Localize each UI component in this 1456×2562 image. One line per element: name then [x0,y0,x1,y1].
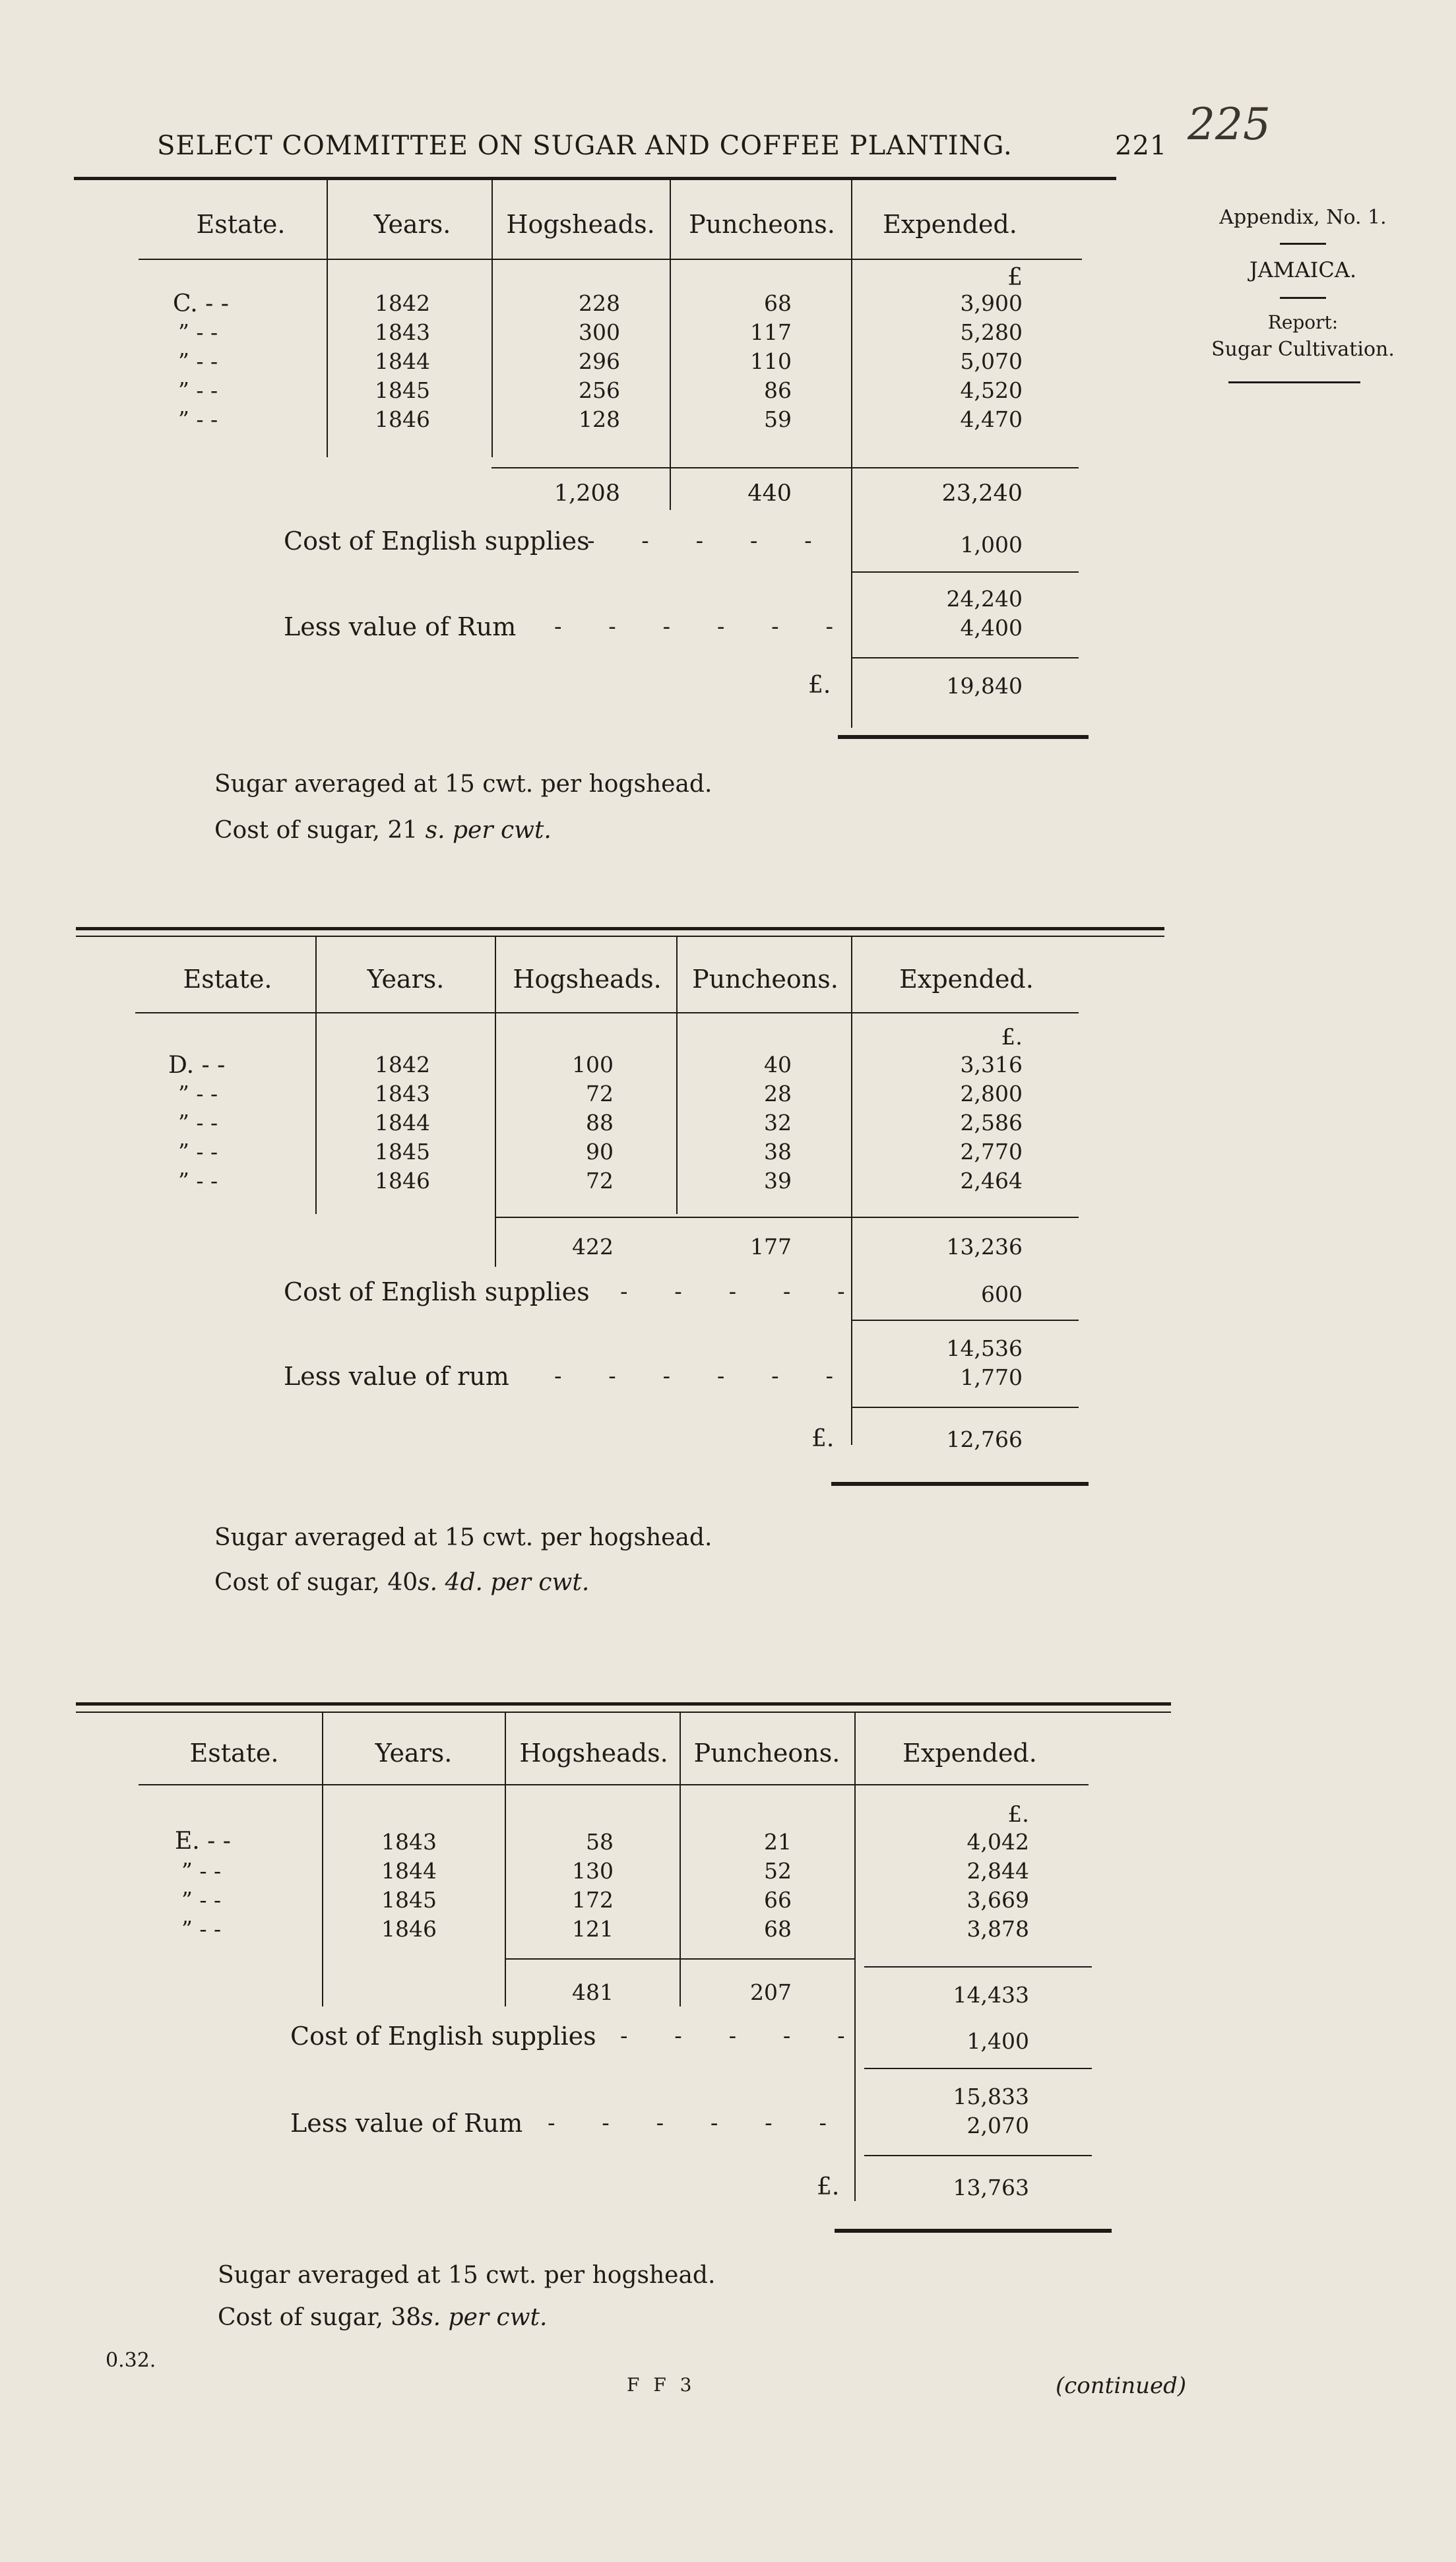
note-sugar-cost [218,2304,547,2331]
page-title: SELECT COMMITTEE ON SUGAR AND COFFEE PLANTING. [157,131,1013,161]
leader-dashes: - - - - - [620,2023,865,2049]
column-header-puncheons: Puncheons. [689,210,835,239]
net-value: 13,763 [953,2175,1029,2200]
expended-cell: 2,586 [960,1110,1023,1136]
estate-cell: ” - - [178,1168,218,1194]
column-header-years: Years. [367,965,445,994]
note-cost-prefix: Cost of sugar, 38 [218,2304,422,2331]
column-divider [670,180,671,510]
hogsheads-cell: 100 [572,1052,614,1077]
total-puncheons: 440 [747,480,792,507]
column-header-puncheons: Puncheons. [692,965,839,994]
column-header-estate: Estate. [183,965,272,994]
net-double-rule [831,1482,1089,1486]
expended-cell: 4,520 [960,377,1023,403]
column-header-hogsheads: Hogsheads. [513,965,662,994]
pound-sign: £. [817,2173,840,2200]
expended-cell: 2,770 [960,1139,1023,1165]
leader-dashes: - - - - - [587,528,832,554]
sidebar-region: JAMAICA. [1249,257,1357,282]
rum-value: 2,070 [966,2113,1029,2138]
expended-cell: 5,280 [960,319,1023,345]
sidebar-rule [1280,243,1326,245]
hogsheads-cell: 58 [586,1829,614,1855]
rum-label: Less value of Rum [284,612,517,641]
pound-sign: £. [808,672,831,699]
puncheons-cell: 117 [750,319,792,345]
table-top-rule [76,1702,1171,1706]
column-divider [505,1713,506,2006]
estate-cell: ” - - [178,319,218,345]
puncheons-cell: 110 [750,348,792,374]
subtotal-value: 14,536 [946,1335,1023,1361]
rum-label: Less value of rum [284,1362,509,1391]
supplies-value: 1,400 [966,2028,1029,2054]
puncheons-cell: 28 [764,1081,792,1106]
currency-symbol: £ [1007,264,1023,291]
sidebar-appendix: Appendix, No. 1. [1219,206,1387,229]
header-rule [135,1012,1079,1013]
total-expended: 23,240 [941,480,1023,507]
hogsheads-cell: 130 [572,1858,614,1884]
column-header-expended: Expended. [899,965,1034,994]
rum-label: Less value of Rum [290,2109,523,2138]
year-cell: 1845 [381,1887,437,1913]
header-rule [139,1784,1089,1785]
total-puncheons: 177 [750,1234,792,1260]
note-cost-suffix: s. per cwt. [421,2304,548,2331]
expended-cell: 2,800 [960,1081,1023,1106]
leader-dashes: - - - - - [620,1279,865,1305]
header-rule [139,259,1082,260]
column-header-hogsheads: Hogsheads. [519,1739,668,1768]
sidebar-report: Report: [1267,311,1339,333]
expended-cell: 3,316 [960,1052,1023,1077]
year-cell: 1845 [375,377,430,403]
puncheons-cell: 39 [764,1168,792,1194]
table-top-rule [76,936,1164,937]
year-cell: 1843 [381,1829,437,1855]
rum-value: 4,400 [960,615,1023,641]
total-puncheons: 207 [750,1979,792,2005]
total-rule [505,1958,854,1960]
net-value: 19,840 [946,673,1023,699]
year-cell: 1843 [375,1081,430,1106]
subtotal-rule [851,571,1079,573]
note-sugar-average: Sugar averaged at 15 cwt. per hogshead. [214,771,712,798]
hogsheads-cell: 228 [579,290,620,316]
table-top-rule [76,927,1164,930]
note-cost-prefix: Cost of sugar, 40 [214,1569,418,1596]
puncheons-cell: 86 [764,377,792,403]
continued-note: (continued) [1056,2373,1187,2399]
note-cost-prefix: Cost of sugar, 21 [214,817,418,844]
year-cell: 1844 [381,1858,437,1884]
note-sugar-average: Sugar averaged at 15 cwt. per hogshead. [214,1524,712,1551]
column-header-expended: Expended. [883,210,1017,239]
estate-cell: ” - - [178,348,218,374]
hogsheads-cell: 128 [579,406,620,432]
puncheons-cell: 68 [764,290,792,316]
currency-symbol: £. [1001,1024,1023,1050]
estate-cell: ” - - [178,1139,218,1165]
expended-cell: 4,470 [960,406,1023,432]
note-sugar-average: Sugar averaged at 15 cwt. per hogshead. [218,2262,716,2289]
supplies-label: Cost of English supplies [284,527,590,556]
sidebar-rule [1280,297,1326,299]
column-divider [851,180,852,728]
year-cell: 1846 [375,1168,430,1194]
total-hogsheads: 422 [572,1234,614,1260]
column-divider [680,1713,681,2006]
year-cell: 1842 [375,1052,430,1077]
estate-cell: D. - - [168,1052,226,1079]
total-rule [491,467,1079,468]
net-double-rule [838,735,1089,739]
puncheons-cell: 21 [764,1829,792,1855]
year-cell: 1843 [375,319,430,345]
pound-sign: £. [811,1425,835,1452]
estate-cell: ” - - [178,406,218,432]
subtotal-rule [851,1320,1079,1321]
leader-dashes: - - - - - - [554,1363,853,1390]
note-cost-suffix: s. per cwt. [418,817,552,844]
page-number: 221 [1115,131,1168,161]
hogsheads-cell: 300 [579,319,620,345]
expended-cell: 3,669 [966,1887,1029,1913]
subtotal-rule [864,2068,1092,2069]
estate-cell: C. - - [173,290,229,317]
column-header-estate: Estate. [196,210,286,239]
supplies-label: Cost of English supplies [284,1277,590,1306]
subtotal-value: 24,240 [946,586,1023,612]
hogsheads-cell: 256 [579,377,620,403]
table-top-rule [74,177,1116,180]
leader-dashes: - - - - - - [548,2110,846,2136]
expended-cell: 2,464 [960,1168,1023,1194]
puncheons-cell: 40 [764,1052,792,1077]
puncheons-cell: 32 [764,1110,792,1136]
year-cell: 1845 [375,1139,430,1165]
rum-value: 1,770 [960,1364,1023,1390]
expended-cell: 5,070 [960,348,1023,374]
handwritten-number: 225 [1187,99,1271,150]
puncheons-cell: 66 [764,1887,792,1913]
column-divider [327,180,328,457]
subtotal-value: 15,833 [953,2084,1029,2109]
hogsheads-cell: 296 [579,348,620,374]
estate-cell: ” - - [178,1110,218,1136]
net-double-rule [835,2229,1112,2233]
estate-cell: ” - - [178,1081,218,1106]
estate-cell: ” - - [181,1858,222,1884]
sidebar-subject: Sugar Cultivation. [1211,338,1395,361]
year-cell: 1846 [375,406,430,432]
hogsheads-cell: 121 [572,1916,614,1942]
currency-symbol: £. [1007,1801,1029,1828]
year-cell: 1844 [375,1110,430,1136]
puncheons-cell: 59 [764,406,792,432]
total-expended: 13,236 [946,1234,1023,1260]
supplies-label: Cost of English supplies [290,2022,596,2051]
column-header-hogsheads: Hogsheads. [506,210,655,239]
column-header-years: Years. [373,210,451,239]
net-rule [864,2155,1092,2156]
hogsheads-cell: 172 [572,1887,614,1913]
expended-cell: 2,844 [966,1858,1029,1884]
column-header-estate: Estate. [189,1739,279,1768]
column-divider [676,937,678,1214]
hogsheads-cell: 72 [586,1081,614,1106]
expended-cell: 4,042 [966,1829,1029,1855]
column-divider [854,1713,856,2201]
column-divider [491,180,493,457]
leader-dashes: - - - - - - [554,614,853,640]
puncheons-cell: 38 [764,1139,792,1165]
total-hogsheads: 481 [572,1979,614,2005]
total-hogsheads: 1,208 [554,480,620,507]
year-cell: 1844 [375,348,430,374]
column-header-puncheons: Puncheons. [693,1739,840,1768]
year-cell: 1846 [381,1916,437,1942]
estate-cell: ” - - [181,1916,222,1942]
table-top-rule [76,1712,1171,1713]
footer-left-mark: 0.32. [106,2349,156,2372]
note-sugar-cost [214,1569,589,1596]
hogsheads-cell: 90 [586,1139,614,1165]
supplies-value: 1,000 [960,532,1023,558]
total-expended: 14,433 [953,1982,1029,2008]
sidebar-rule [1228,381,1360,383]
estate-cell: ” - - [178,377,218,403]
hogsheads-cell: 72 [586,1168,614,1194]
estate-cell: ” - - [181,1887,222,1913]
expended-cell: 3,878 [966,1916,1029,1942]
total-rule [495,1217,1079,1218]
estate-cell: E. - - [175,1828,231,1855]
expended-cell: 3,900 [960,290,1023,316]
year-cell: 1842 [375,290,430,316]
net-rule [851,1407,1079,1408]
note-cost-suffix: s. 4d. per cwt. [418,1569,590,1596]
column-header-expended: Expended. [902,1739,1037,1768]
net-value: 12,766 [946,1426,1023,1452]
note-sugar-cost [214,817,552,844]
puncheons-cell: 52 [764,1858,792,1884]
signature-mark: F F 3 [627,2374,696,2396]
total-rule [864,1966,1092,1968]
hogsheads-cell: 88 [586,1110,614,1136]
supplies-value: 600 [981,1281,1023,1307]
net-rule [851,657,1079,658]
puncheons-cell: 68 [764,1916,792,1942]
column-header-years: Years. [375,1739,453,1768]
